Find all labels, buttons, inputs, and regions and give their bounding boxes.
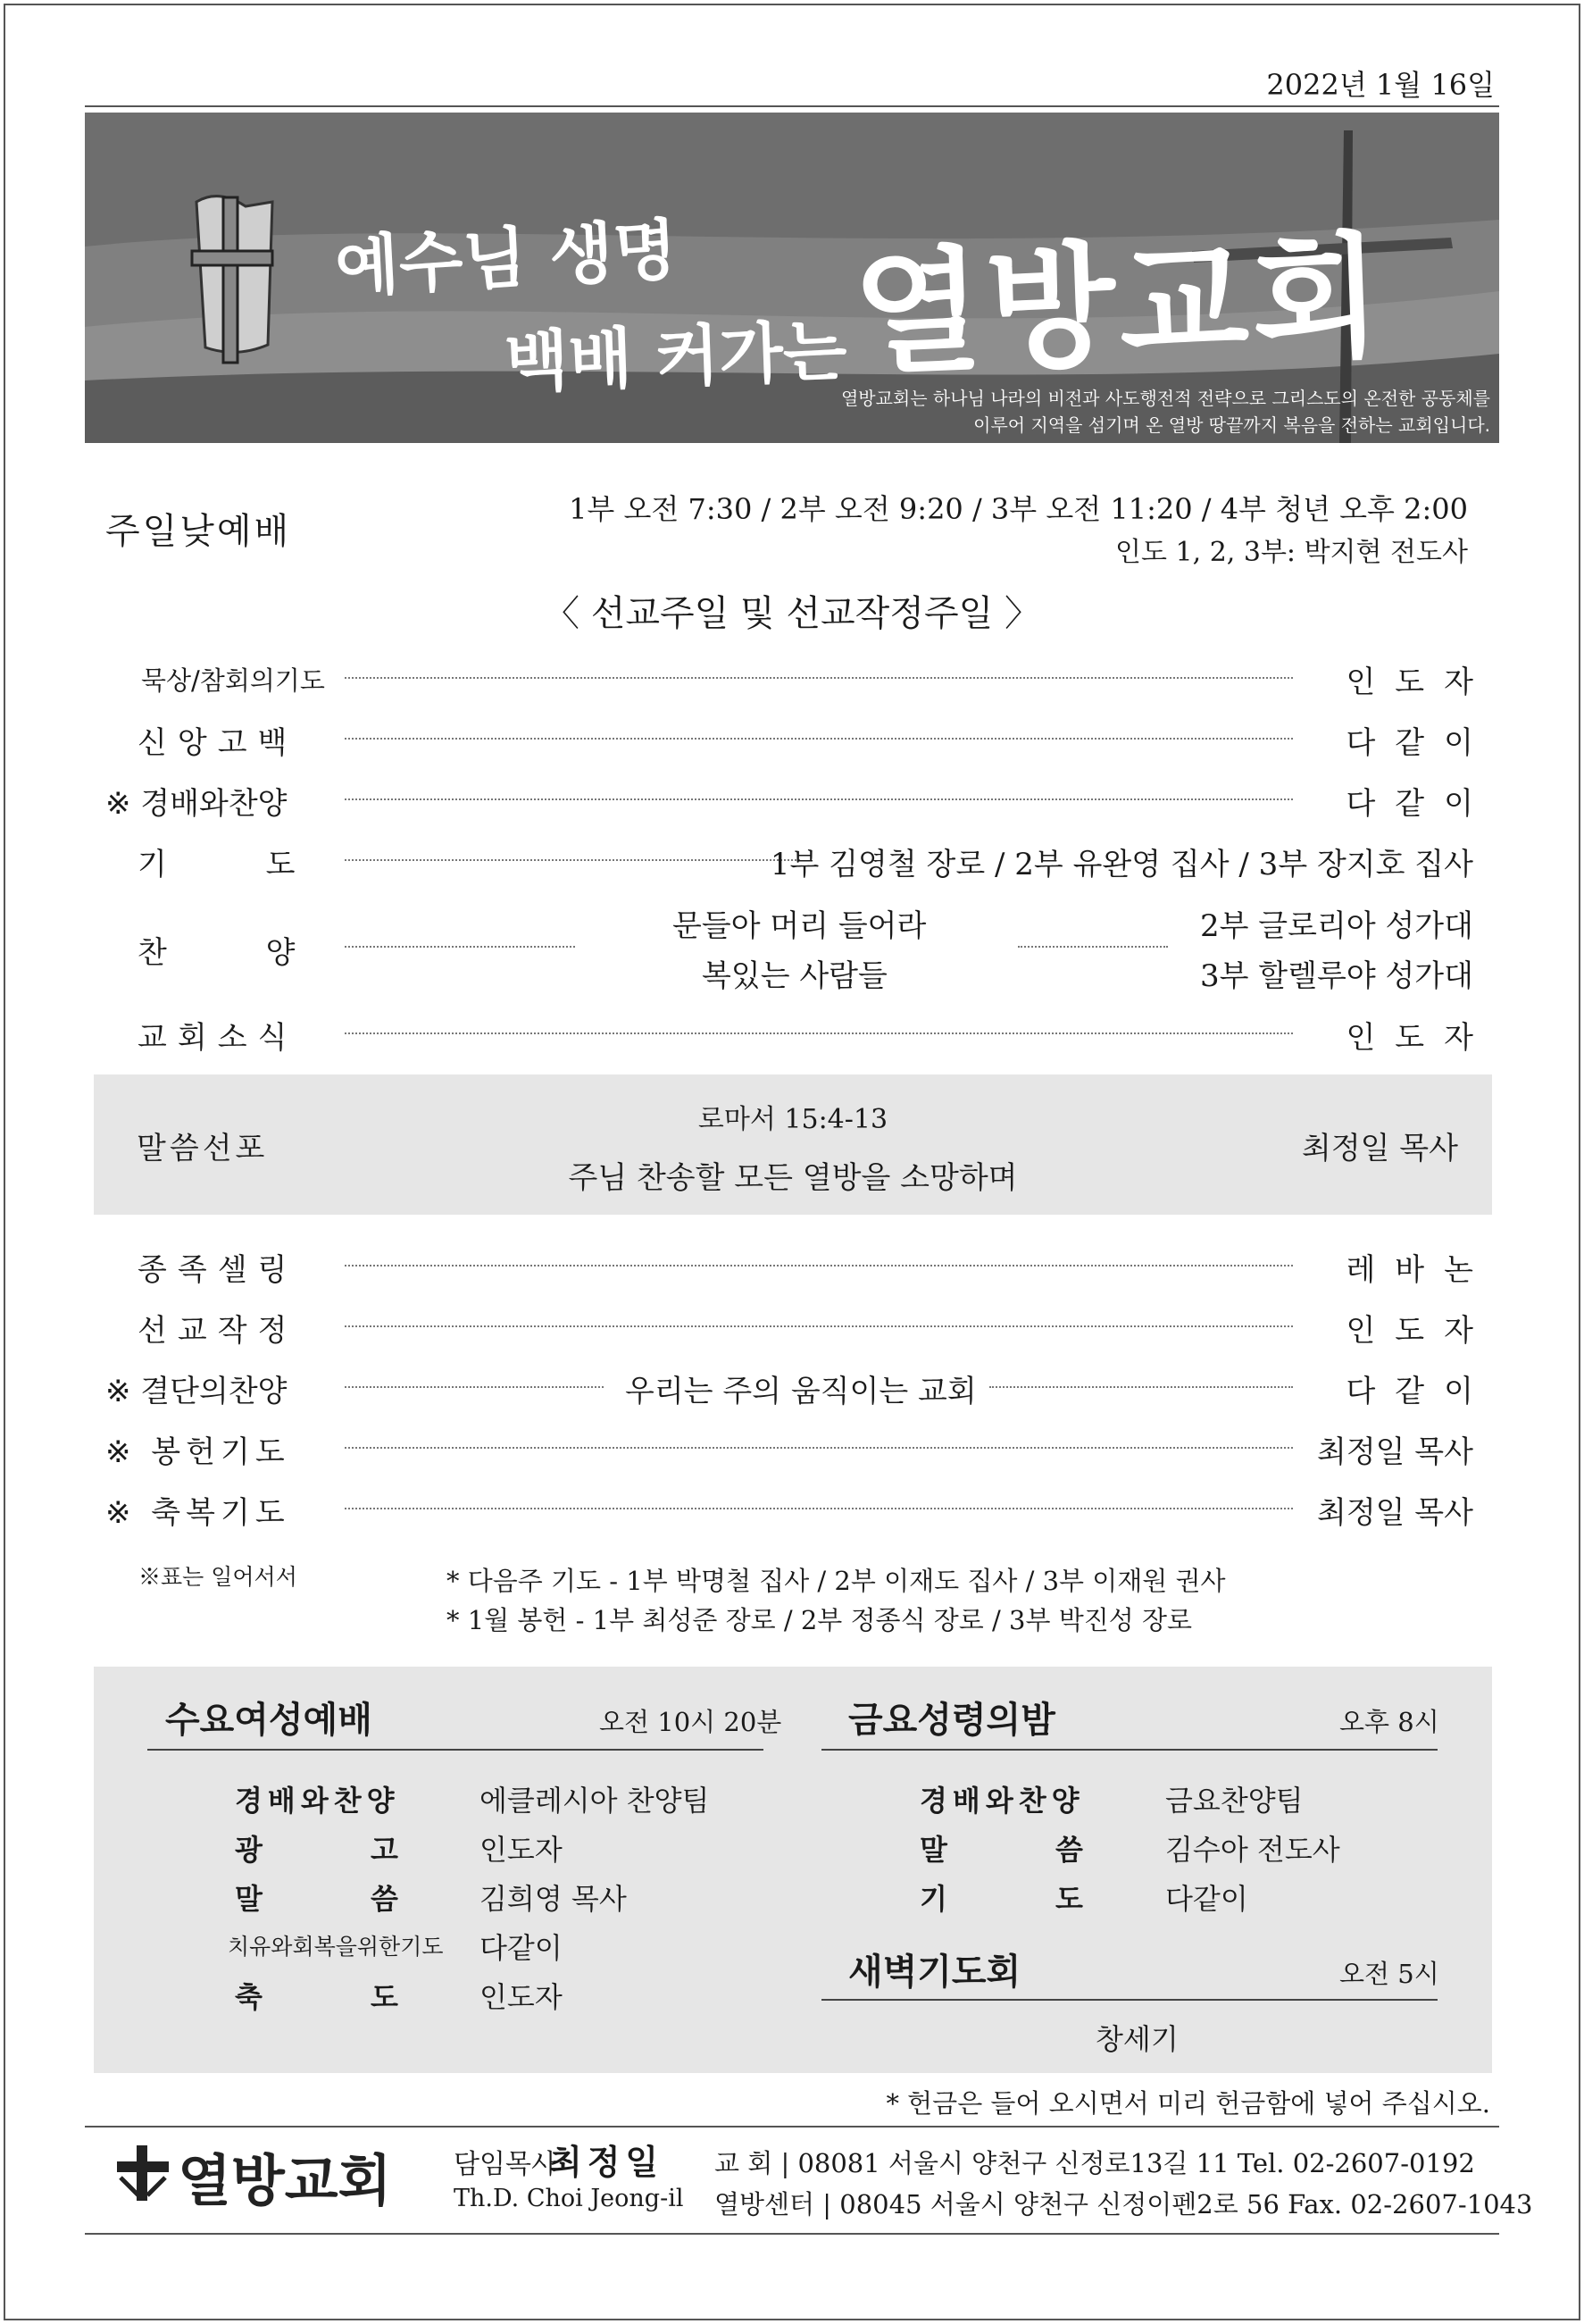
dawn-time: 오전 5시 — [1339, 1959, 1439, 1989]
praise-song-1: 문들아 머리 들어라 — [672, 908, 927, 944]
dawn-rule — [821, 1999, 1438, 2001]
wednesday-title: 수요여성예배 — [165, 1700, 372, 1741]
order-value: 인도자 — [1346, 1020, 1493, 1056]
order-row — [105, 1007, 1493, 1056]
order-row — [105, 1361, 1493, 1409]
sermon-reference: 로마서 15:4-13 — [697, 1104, 888, 1135]
scroll-cross-icon — [183, 188, 290, 367]
order-value: 1부 김영철 장로 / 2부 유완영 집사 / 3부 장지호 집사 — [770, 847, 1473, 882]
dot-leader — [345, 677, 1293, 679]
sermon-preacher: 최정일 목사 — [1301, 1131, 1458, 1166]
service-leader: 인도 1, 2, 3부: 박지현 전도사 — [1115, 537, 1468, 568]
order-value: 다같이 — [1346, 725, 1493, 761]
order-value: 최정일 목사 — [1316, 1434, 1473, 1470]
slogan-line2: 백배 커가는 — [503, 313, 848, 402]
order-value: 최정일 목사 — [1316, 1495, 1473, 1531]
wednesday-item-value: 김희영 목사 — [479, 1882, 627, 1916]
order-label: 묵상/참회의기도 — [141, 665, 325, 696]
order-label: ※ 경배와찬양 — [105, 786, 288, 822]
footer-church-name: 열방교회 — [178, 2148, 392, 2213]
order-value: 다같이 — [1346, 786, 1493, 822]
order-label: 종족셀링 — [138, 1252, 298, 1288]
banner-description — [841, 385, 1490, 439]
dot-leader — [345, 1325, 1293, 1327]
order-value: 인도자 — [1346, 1313, 1493, 1349]
standing-note: ※표는 일어서서 — [138, 1564, 297, 1590]
order-row — [105, 773, 1493, 822]
friday-item-label: 경배와찬양 — [920, 1784, 1085, 1818]
header-banner — [85, 113, 1499, 443]
top-rule — [85, 105, 1499, 107]
next-prayer-note: * 다음주 기도 - 1부 박명철 집사 / 2부 이재도 집사 / 3부 이재원 권사 — [446, 1566, 1226, 1596]
friday-item-label: 기 도 — [920, 1882, 1083, 1916]
friday-title: 금요성령의밤 — [848, 1700, 1055, 1741]
dot-leader — [345, 1447, 1293, 1449]
wednesday-item-label: 경배와찬양 — [235, 1784, 400, 1818]
order-label: 기 도 — [138, 847, 296, 882]
order-mid: 우리는 주의 움직이는 교회 — [625, 1374, 977, 1409]
church-address: 교 회 | 08081 서울시 양천구 신정로13길 11 Tel. 02-2607-0192 — [714, 2148, 1475, 2178]
dot-leader — [345, 1265, 1293, 1266]
service-times: 1부 오전 7:30 / 2부 오전 9:20 / 3부 오전 11:20 / 4부 청년 오후 2:00 — [569, 492, 1468, 526]
dot-leader — [345, 798, 1293, 800]
dot-leader — [345, 1032, 1293, 1034]
order-label: ※ 축복기도 — [105, 1495, 290, 1531]
banner-church-name: 열방교회 — [850, 219, 1388, 394]
bottom-rule — [85, 2126, 1499, 2128]
order-row — [105, 834, 1473, 882]
sermon-title: 주님 찬송할 모든 열방을 소망하며 — [568, 1160, 1018, 1196]
banner-desc-line1: 열방교회는 하나님 나라의 비전과 사도행전적 전략으로 그리스도의 온전한 공동체를 — [840, 388, 1490, 409]
dot-leader — [989, 1386, 1293, 1388]
order-label: 교회소식 — [138, 1020, 298, 1056]
praise-choir-2: 3부 할렐루야 성가대 — [1200, 958, 1473, 994]
friday-item-label: 말 씀 — [920, 1833, 1083, 1867]
order-row — [105, 652, 1493, 700]
cross-logo-icon — [112, 2142, 174, 2204]
wednesday-item-value: 인도자 — [479, 1980, 563, 2014]
order-row — [105, 1483, 1473, 1531]
wednesday-item-label: 축 도 — [235, 1980, 398, 2014]
dawn-text: 창세기 — [1096, 2022, 1179, 2056]
praise-row — [105, 896, 1473, 994]
order-row — [105, 1240, 1493, 1288]
bulletin-date: 2022년 1월 16일 — [1266, 68, 1495, 102]
wednesday-item-label: 치유와회복을위한기도 — [228, 1934, 444, 1960]
praise-song-2: 복있는 사람들 — [702, 958, 888, 994]
order-row — [105, 1300, 1493, 1349]
order-label: 신앙고백 — [138, 725, 298, 761]
banner-desc-line2: 이루어 지역을 섬기며 온 열방 땅끝까지 복음을 전하는 교회입니다. — [973, 414, 1490, 436]
wednesday-rule — [147, 1749, 763, 1751]
dot-leader — [345, 859, 800, 861]
order-value: 다같이 — [1346, 1374, 1493, 1409]
footer-rule — [85, 2233, 1499, 2235]
friday-item-value: 다같이 — [1165, 1882, 1248, 1916]
friday-item-value: 김수아 전도사 — [1165, 1833, 1340, 1867]
center-address: 열방센터 | 08045 서울시 양천구 신정이펜2로 56 Fax. 02-2607-1043 — [714, 2189, 1533, 2220]
dot-leader — [345, 946, 575, 948]
wednesday-item-value: 다같이 — [479, 1931, 563, 1965]
order-value: 레바논 — [1346, 1252, 1493, 1288]
dot-leader — [1018, 946, 1168, 948]
order-value: 인도자 — [1346, 665, 1493, 700]
praise-label: 찬 양 — [138, 935, 296, 971]
pastor-title: 담임목사 — [454, 2149, 557, 2180]
sermon-box — [94, 1074, 1492, 1215]
order-label: 선교작정 — [138, 1313, 298, 1349]
wednesday-item-label: 말 씀 — [235, 1882, 398, 1916]
friday-time: 오후 8시 — [1339, 1707, 1439, 1737]
dawn-title: 새벽기도회 — [848, 1952, 1021, 1993]
praise-choir-1: 2부 글로리아 성가대 — [1200, 908, 1473, 944]
wednesday-item-label: 광 고 — [235, 1833, 398, 1867]
offering-note: * 헌금은 들어 오시면서 미리 헌금함에 넣어 주십시오. — [886, 2088, 1490, 2119]
dot-leader — [345, 738, 1293, 740]
sermon-label: 말씀선포 — [137, 1131, 269, 1166]
dot-leader — [345, 1386, 604, 1388]
pastor-english-name: Th.D. Choi Jeong-il — [454, 2185, 684, 2212]
sunday-service-title: 주일낮예배 — [105, 511, 292, 552]
friday-rule — [821, 1749, 1438, 1751]
pastor-name: 최정일 — [549, 2142, 664, 2182]
slogan-line1: 예수님 생명 — [333, 212, 679, 306]
order-label: ※ 봉헌기도 — [105, 1434, 290, 1470]
order-label: ※ 결단의찬양 — [105, 1374, 288, 1409]
wednesday-item-value: 에클레시아 찬양팀 — [479, 1784, 710, 1818]
wednesday-item-value: 인도자 — [479, 1833, 563, 1867]
dot-leader — [345, 1508, 1293, 1509]
friday-item-value: 금요찬양팀 — [1165, 1784, 1304, 1818]
next-offering-note: * 1월 봉헌 - 1부 최성준 장로 / 2부 정종식 장로 / 3부 박진성 장로 — [446, 1605, 1192, 1635]
sunday-theme: 〈 선교주일 및 선교작정주일 〉 — [544, 593, 1040, 634]
order-row — [105, 1422, 1473, 1470]
weekday-services-box — [94, 1667, 1492, 2073]
order-row — [105, 713, 1493, 761]
wednesday-time: 오전 10시 20분 — [599, 1707, 782, 1737]
